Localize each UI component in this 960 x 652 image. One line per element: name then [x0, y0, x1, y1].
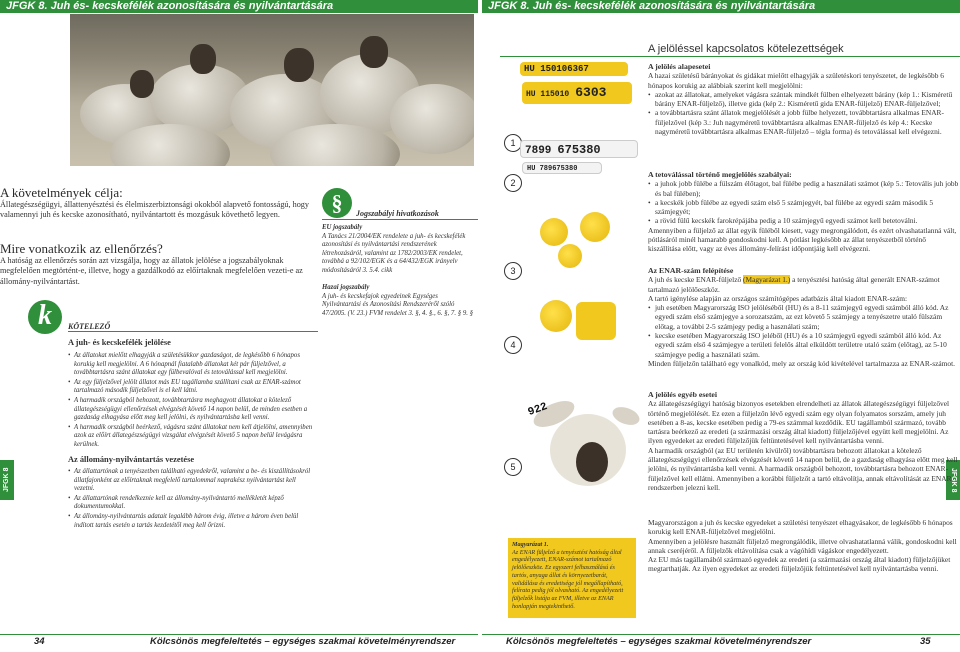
round-tag: [540, 218, 568, 246]
legal-hu: [322, 284, 478, 318]
explanation-box: [508, 538, 636, 618]
tag-number: 1: [504, 134, 522, 152]
legal-eu-label: EU jogszabály: [322, 224, 363, 231]
title-divider: [500, 56, 960, 57]
legal-eu-text: A Tanács 21/2004/EK rendelete a juh- és kecskefélék azonosítási és nyilvántartási rendszerének létrehozásáról, valamint az 1782/2003/EK rendelet, továbbá a 92/102/EGK és a 64/432/EGK irányelv módosításáról 3. 5.4. cikk: [322, 232, 466, 274]
other-text: Az állategészségügyi hatóság bizonyos esetekben elrendelheti az állatok állategészségügyi füljelzővel történő megjelölését. Ez ezen a füljelzőn lévő egyedi szám egy olyan folyamatos sorszám, amely juh esetében a 8-as, kecske esetében pedig a 79-es számmal kezdődik. EU tagállamból származó, tovább tartásra beérkező az eredeti (a származási ország által kiadott) füljelzőjével együtt kell megjelölni. Az ilyen egyedeket az eredeti füljelzőjük feltüntetésével kell nyilvántartásba venni.: [648, 399, 950, 446]
sheep-shape: [390, 84, 474, 154]
mandatory-label: KÖTELEZŐ: [68, 322, 111, 331]
list-item: • Az egy füljelzővel jelölt állatot más EU tagállamba szállítani csak az ENAR-számot tartalmazó második füljelzővel is el kell látni.: [68, 379, 316, 396]
tattoo-text: Amennyiben a füljelző az állat egyik füléből kiesett, vagy megrongálódott, és ezért olvashatatlanná vált, pótlásáról minél hamarabb gondoskodni kell. A pótlást legkésőbb az állat tenyészetből történő kiszállítása előtt, vagy az éves állomány-felírást időpontjáig kell elvégezni.: [648, 225, 957, 254]
tag-number: 2: [504, 174, 522, 192]
tattoo-section: [648, 170, 960, 254]
tattoo-heading: A tetoválással történő megjelölés szabályai:: [648, 170, 792, 179]
check-heading: Mire vonatkozik az ellenőrzés?: [0, 241, 163, 256]
list-item: • a kecskék jobb fülébe az egyedi szám első 5 számjegyét, bal fülébe az egyedi szám második 5 számjegyét;: [648, 198, 960, 217]
goat-section: [648, 518, 960, 574]
check-text: A hatóság az ellenőrzés során azt vizsgálja, hogy az állatok jelölése a jogszabályoknak megfelelően megtörtént-e, illetve, hogy a gazdálkodó az előírtaknak megfelelően vezeti-e az állomány-nyilvántartást.: [0, 256, 303, 286]
enar-heading: Az ENAR-szám felépítése: [648, 266, 734, 275]
sheep-head: [284, 48, 314, 82]
enar-text-1c: a tenyésztési hatóság által generált ENAR-számot tartalmazó jelölőeszköz.: [648, 275, 940, 294]
tag-image-5: [500, 366, 640, 506]
header-band-right: JFGK 8. Juh és- kecskefélék azonosítására és nyilvántartására: [482, 0, 960, 13]
enar-list: [648, 303, 960, 359]
tag-label-big: 675380: [557, 143, 601, 157]
tag-image-3: [500, 206, 640, 286]
tag-number: 3: [504, 262, 522, 280]
round-tag: [540, 300, 572, 332]
list-item: • juh esetében Magyarország ISO jelöléséből (HU) és a 8-11 számjegyű egyedi számból álló kód. Az egyedi szám első számjegye a sorozatszám, az ezt követő 5 számjegy a tenyészetre utaló fülszám előtag, a további 2-5 számjegy pedig a használati szám;: [648, 303, 960, 331]
page-number-right: 35: [920, 636, 931, 647]
legal-hu-text: A juh- és kecskefajok egyedeinek Egységes Nyilvántartási és Azonosítási Rendszeréről szóló 47/2005. (V. 23.) FVM rendelet 3. §, 4. §., 6. §, 7. § 9. §: [322, 292, 474, 317]
tag-image-2: [500, 134, 640, 194]
sheep-head: [190, 44, 216, 74]
marking-heading: A juh- és kecskefélék jelölése: [68, 338, 171, 347]
basics-section: [648, 62, 960, 136]
goal-text: Állategészségügyi, állattenyésztési és élelmiszerbiztonsági okokból alapvető fontosságú, hogy valamennyi juh és kecske azonosítható, nyilvántartott és mozgásuk követhető legyen.: [0, 200, 309, 220]
side-tab-left: JFGK 8: [0, 460, 14, 500]
tag-label-small: 7899: [525, 145, 552, 157]
side-tab-right: JFGK 8: [946, 460, 960, 500]
footer-text-right: Kölcsönös megfeleltetés – egységes szakmai követelményrendszer: [506, 636, 812, 647]
legal-heading: Jogszabályi hivatkozások: [356, 209, 439, 218]
sheep-head-icon: [500, 366, 640, 506]
tag-label: [522, 82, 632, 104]
goat-text: Magyarországon a juh és kecske egyedeket a születési tenyészet elhagyásakor, de legkésőbb 6 hónapos korukig kell ENAR-füljelzővel megjelölni.: [648, 518, 953, 537]
tag-number: 4: [504, 336, 522, 354]
tag-label: HU 789675380: [522, 162, 602, 174]
legal-divider: [322, 219, 478, 220]
registry-list: [68, 468, 316, 531]
footer-divider-left: [0, 634, 478, 635]
right-page-title: A jelöléssel kapcsolatos kötelezettségek: [648, 43, 844, 55]
list-item: • a rövid fülű kecskék farokrépájába pedig a 10 számjegyű egyedi számot kell betetoválni.: [648, 216, 960, 225]
list-item: • a továbbtartásra szánt állatok megjelölését a jobb fülbe helyezett, továbbtartásra alkalmas ENAR-füljelzővel (kép 3.: Juh nagyméretű továbbtartásra alkalmas ENAR-füljelző és kép 4.: Kecske nagyméretű továbbtartásra alkalmas ENAR-füljelző – tégla forma) és tetoválással kell elvégezni.: [648, 108, 960, 136]
other-heading: A jelölés egyéb esetei: [648, 390, 718, 399]
tag-label-big: 6303: [575, 85, 607, 100]
tattoo-number: 922: [526, 400, 550, 420]
tag-label: [520, 140, 638, 158]
legal-eu: [322, 224, 478, 276]
other-text-2: A harmadik országból (az EU területén kívülről) továbbtartásra behozott állatokat a kötelező állategészségügyi ellenőrzések elvégzését követő 14 napon belül, de a gazdaság elhagyása előtt meg kell jelölni, és nyilvántartásba kell venni. A harmadik országból behozott, továbbtartásra behozott ENAR-füljelzővel kell ellátni. Amennyiben a korábbi füljelzőt a tartó eltávolítja, annak eltávolítását az ENAR rendszerben jelezni kell.: [648, 445, 958, 492]
list-item: • azokat az állatokat, amelyeket vágásra szántak mindkét fülben elhelyezett bárány (kép 1.: Kisméretű bárány ENAR-füljelző), illetve gida (kép 2.: Kisméretű gida ENAR-füljelző) ENAR-füljelzővel;: [648, 90, 960, 109]
enar-text-1b: (Magyarázat 1.): [743, 275, 791, 285]
enar-text-1: [648, 275, 960, 294]
list-item: • Az állatokat mielőtt elhagyják a születésükkor gazdaságot, de legkésőbb 6 hónapos korukig kell megjelölni. A 6 hónapnál fiatalabb állatokat két pár füljelzővel, a továbbtartásra szánt állatokat egy fülbevalóval és tetoválással kell megjelölni.: [68, 352, 316, 378]
header-band-left: JFGK 8. Juh és- kecskefélék azonosítására és nyilvántartására: [0, 0, 478, 13]
basics-heading: A jelölés alapesetei: [648, 62, 711, 71]
sheep-head: [130, 70, 154, 98]
round-tag: [558, 244, 582, 268]
tag-number: 5: [504, 458, 522, 476]
basics-text: A hazai születésű bárányokat és gidákat mielőtt elhagyják a születéskori tenyészetet, de legkésőbb 6 hónapos korukig az alábbiak szerint kell megjelölni:: [648, 71, 944, 90]
footer-text-left: Kölcsönös megfeleltetés – egységes szakmai követelményrendszer: [150, 636, 456, 647]
basics-list: [648, 90, 960, 136]
list-item: • Az állattartónak a tenyészetben található egyedekről, valamint a be- és kiszállításokról állatfajonként az előírtaknak megfelelő tartalommal naprakész nyilvántartást kell vezetni.: [68, 468, 316, 494]
tattoo-list: [648, 179, 960, 225]
explanation-label: Magyarázat 1.: [512, 541, 549, 548]
list-item: • A harmadik országból beérkező, vágásra szánt állatokat nem kell átjelölni, amennyiben azok az előírt állategészségügyi vizsgálat elvégzését követő 5 napon belül levágásra kerülnek.: [68, 424, 316, 450]
tag-label-small: HU 115010: [526, 90, 570, 99]
registry-heading: Az állomány-nyilvántartás vezetése: [68, 455, 195, 464]
goat-text-2: Amennyiben a jelölésre használt füljelző megrongálódik, illetve olvashatatlanná válik, gondoskodni kell annak cseréjéről. A füljelzők eltávolítása csak a vágóhídi vágáskor engedélyezett.: [648, 536, 957, 555]
tag-image-4: [500, 290, 640, 360]
other-section: [648, 390, 960, 492]
brick-tag: [576, 302, 616, 340]
round-tag: [580, 212, 610, 242]
enar-text-1a: A juh és kecske ENAR-füljelző: [648, 275, 744, 285]
paragraph-icon: §: [322, 188, 352, 218]
list-item: • kecske esetében Magyarország ISO jeléből (HU) és a 10 számjegyű egyedi számból álló kód. Az egyedi szám első 4 számjegye a területi felelős által elküldött területre utaló szám (előtag), az 5-10 számjegye pedig a használati szám.: [648, 331, 960, 359]
enar-section: [648, 266, 960, 368]
list-item: • Az állomány-nyilvántartás adatait legalább három évig, illetve a három éven belül indított tartás esetén a tartás kezdetétől meg kell őrizni.: [68, 513, 316, 530]
list-item: • Az állattartónak rendelkeznie kell az állomány-nyilvántartó mellékletét képző dokumentumokkal.: [68, 495, 316, 512]
goat-text-3: Az EU más tagállamából származó egyedek az eredeti (a származási ország által kiadott) füljelzőjüket megtarthatják. Az ilyen egyedeket az eredeti füljelzőjük feltüntetésével kell nyilvántartásba venni.: [648, 555, 951, 574]
marking-list: [68, 352, 316, 451]
footer-divider-right: [482, 634, 960, 635]
enar-text-2: A tartó igénylése alapján az országos számítógépes adatbázis által kiadott ENAR-szám:: [648, 293, 907, 303]
sheep-photo: [70, 14, 474, 166]
sheep-head: [360, 36, 388, 68]
mandatory-divider: [68, 331, 318, 332]
explanation-text: Az ENAR füljelző a tenyésztési hatóság által engedélyezett, ENAR-számot tartalmazó jelölőeszköz. Ez egyszeri felhasználású és tartós, anyaga állat és környezetbarát, validálása és eredetisége jól megállapítható, felírata pedig jól olvasható. Az engedélyezett füljelzők listája az FVM, illetve az ENAR honlapján megtekinthető.: [512, 548, 624, 610]
page-number-left: 34: [34, 636, 45, 647]
list-item: • A harmadik országból behozott, továbbtartásra meghagyott állatokat a kötelező állategészségügyi ellenőrzések elvégzését követő 14 napon belül, de minden esetben a gazdaság elhagyása előtt meg kell jelölni, és nyilvántartásba kell venni.: [68, 397, 316, 423]
enar-text-3: Minden füljelzőn található egy vonalkód, mely az ország kód kivételével tartalmazza az ENAR-számot.: [648, 358, 956, 368]
tag-label: HU 150106367: [520, 62, 628, 76]
list-item: • a juhok jobb fülébe a fülszám élőtagot, bal fülébe pedig a használati számot (kép 5.: Tetovális juh jobb és bal fülében);: [648, 179, 960, 198]
legal-hu-label: Hazai jogszabály: [322, 284, 370, 291]
k-icon: k: [28, 300, 62, 334]
goal-heading: A követelmények célja:: [0, 185, 123, 200]
